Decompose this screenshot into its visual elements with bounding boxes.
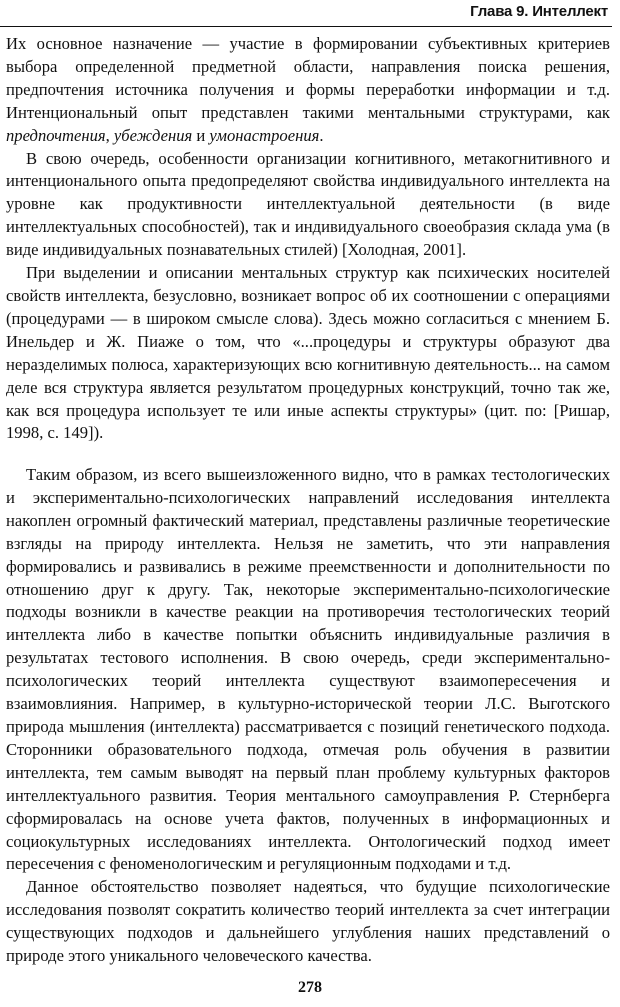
- paragraph-3: При выделении и описании ментальных структур как психических носителей свойств интеллекта, безусловно, возникает вопрос об их соотношении с операциями (процедурами — в широком смысле слова). Здесь можно согласиться с мнением Б. Инельдер и Ж. Пиаже о том, что «...процедуры и структуры образуют два неразделимых полюса, характеризующих всю когнитивную деятельность... на самом деле вся структура является результатом процедурных конструкций, точно так же, как вся процедура использует те или иные аспекты структуры» (цит. по: [Ришар, 1998, с. 149]).: [6, 263, 610, 443]
- paragraph-1: [6, 33, 610, 148]
- running-title: Глава 9. Интеллект: [470, 3, 608, 20]
- running-header: [0, 0, 612, 27]
- term-beliefs: убеждения: [113, 125, 193, 145]
- paragraph-1-end: .: [319, 125, 324, 145]
- page-number: 278: [298, 979, 322, 996]
- separator-2: и: [192, 125, 210, 145]
- text-block-bottom: [6, 464, 610, 968]
- text-block-top: [6, 33, 610, 445]
- term-mindsets: умонастроения: [209, 125, 320, 145]
- paragraph-1-lead: Их основное назначение — участие в формировании субъективных критериев выбора определенной предметной области, направления поиска решения, предпочтения источника получения и формы переработки информации и т.д. Интенциональный опыт представлен такими ментальными структурами, как: [6, 34, 610, 122]
- term-preferences: предпочтения: [6, 125, 106, 145]
- paragraph-2: В свою очередь, особенности организации когнитивного, метакогнитивного и интенционального опыта предопределяют свойства индивидуального интеллекта на уровне как продуктивности интеллектуальной деятельности (в виде интеллектуальных способностей), так и индивидуального своеобразия склада ума (в виде индивидуальных познавательных стилей) [Холодная, 2001].: [6, 148, 610, 260]
- paragraph-4: Таким образом, из всего вышеизложенного видно, что в рамках тестологических и экспериментально-психологических направлений исследования интеллекта накоплен огромный фактический материал, представлены различные теоретические взгляды на природу интеллекта. Нельзя не заметить, что эти направления формировались и развивались в режиме преемственности и дополнительности по отношению друг к другу. Так, некоторые экспериментально-психологические подходы возникли в качестве реакции на противоречия тестологических теорий интеллекта либо в качестве попытки объяснить индивидуальные различия в результатах тестового исполнения. В свою очередь, среди экспериментально-психологических теорий интеллекта существуют взаимопересечения и взаимовлияния. Например, в культурно-исторической теории Л.С. Выготского природа мышления (интеллекта) рассматривается с позиций генетического подхода. Сторонники образовательного подхода, отмечая роль обучения в развитии интеллекта, тем самым выводят на первый план проблему культурных факторов интеллектуального развития. Теория ментального самоуправления Р. Стернберга сформировалась на основе учета фактов, полученных в информационных и социокультурных исследованиях интеллекта. Онтологический подход имеет пересечения с феноменологическим и регуляционным подходами и т.д.: [6, 465, 610, 874]
- separator-1: ,: [105, 125, 114, 145]
- paragraph-5: Данное обстоятельство позволяет надеяться, что будущие психологические исследования позволят сократить количество теорий интеллекта за счет интеграции существующих подходов и дальнейшего углубления наших представлений о природе этого уникального человеческого качества.: [6, 877, 610, 966]
